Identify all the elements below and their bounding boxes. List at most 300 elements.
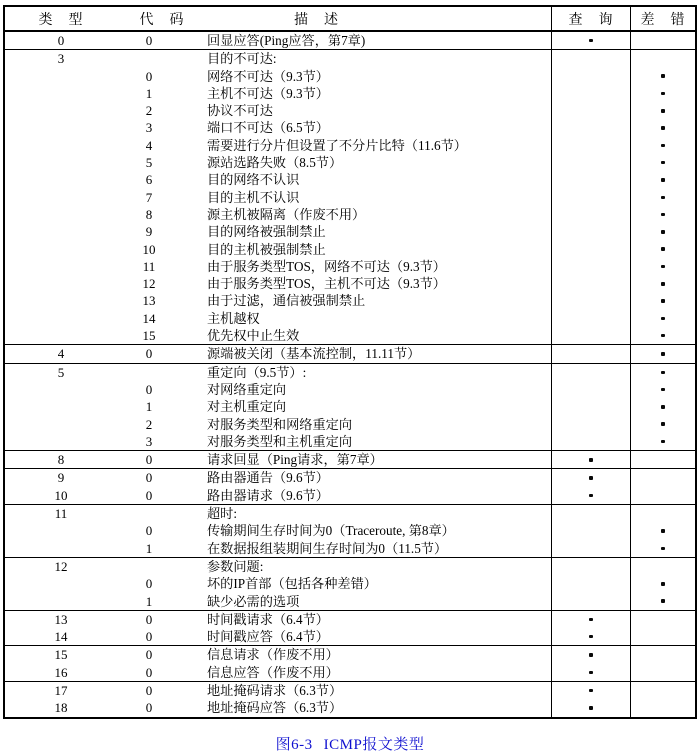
table-row	[5, 223, 695, 240]
bullet-marker	[661, 74, 665, 78]
error-cell	[630, 646, 695, 663]
bullet-marker	[589, 653, 593, 657]
spacer-cell	[181, 241, 207, 258]
table-row	[5, 398, 695, 415]
query-cell	[551, 540, 630, 557]
bullet-marker	[661, 317, 665, 321]
bullet-marker	[589, 635, 593, 639]
spacer-cell	[181, 664, 207, 681]
query-cell	[551, 32, 630, 49]
type-cell	[5, 310, 117, 327]
error-cell	[630, 206, 695, 223]
error-cell	[630, 32, 695, 49]
description-cell: 目的网络被强制禁止	[207, 224, 326, 240]
code-cell: 6	[145, 172, 153, 188]
error-cell	[630, 258, 695, 275]
query-cell	[551, 364, 630, 381]
code-cell: 0	[145, 629, 153, 645]
spacer-cell	[181, 682, 207, 699]
code-cell: 11	[142, 258, 156, 274]
description-cell: 源端被关闭（基本流控制，11.11节）	[207, 346, 421, 362]
spacer-cell	[181, 451, 207, 468]
error-cell	[630, 505, 695, 522]
description-cell: 对服务类型和网络重定向	[207, 416, 353, 432]
description-cell: 主机越权	[207, 310, 260, 326]
error-cell	[630, 487, 695, 504]
description-cell: 重定向（9.5节）:	[207, 364, 307, 380]
description-cell: 源主机被隔离（作废不用）	[207, 206, 366, 222]
description-cell: 对网络重定向	[207, 381, 287, 397]
spacer-cell	[181, 292, 207, 309]
description-cell: 传输期间生存时间为0（Traceroute, 第8章）	[207, 523, 455, 539]
query-cell	[551, 85, 630, 102]
error-cell	[630, 345, 695, 362]
error-cell	[630, 540, 695, 557]
description-cell: 地址掩码请求（6.3节）	[207, 682, 343, 698]
type-cell: 9	[57, 470, 65, 486]
type-cell	[5, 241, 117, 258]
type-cell	[5, 223, 117, 240]
bullet-marker	[589, 494, 593, 498]
table-group	[5, 364, 695, 451]
code-cell: 1	[145, 540, 153, 556]
bullet-marker	[589, 618, 593, 622]
bullet-marker	[661, 92, 665, 96]
query-cell	[551, 171, 630, 188]
type-cell	[5, 593, 117, 610]
type-cell	[5, 119, 117, 136]
table-group	[5, 505, 695, 558]
type-cell	[5, 522, 117, 539]
description-cell: 路由器通告（9.6节）	[207, 470, 329, 486]
table-row	[5, 611, 695, 628]
table-group	[5, 345, 695, 363]
bullet-marker	[661, 371, 665, 375]
error-cell	[630, 558, 695, 575]
error-cell	[630, 416, 695, 433]
description-cell: 信息应答（作废不用）	[207, 664, 339, 680]
query-cell	[551, 327, 630, 344]
error-cell	[630, 398, 695, 415]
code-cell: 4	[145, 137, 153, 153]
type-cell: 15	[54, 647, 68, 663]
type-cell	[5, 154, 117, 171]
spacer-cell	[181, 171, 207, 188]
type-cell	[5, 398, 117, 415]
query-cell	[551, 206, 630, 223]
bullet-marker	[661, 388, 665, 392]
error-cell	[630, 469, 695, 486]
code-cell: 1	[145, 399, 153, 415]
code-cell: 0	[145, 611, 153, 627]
code-cell: 3	[145, 433, 153, 449]
error-cell	[630, 310, 695, 327]
query-cell	[551, 611, 630, 628]
table-row	[5, 505, 695, 522]
description-cell: 超时:	[207, 506, 238, 522]
code-cell	[117, 50, 181, 67]
table-row	[5, 327, 695, 344]
query-cell	[551, 593, 630, 610]
table-group	[5, 451, 695, 469]
spacer-cell	[181, 558, 207, 575]
code-cell	[117, 558, 181, 575]
spacer-cell	[181, 189, 207, 206]
bullet-marker	[661, 144, 665, 148]
figure-label: 图6-3	[275, 737, 313, 753]
type-cell: 4	[57, 346, 65, 362]
table-row	[5, 381, 695, 398]
code-cell: 0	[145, 346, 153, 362]
table-row	[5, 575, 695, 592]
bullet-marker	[661, 196, 665, 200]
code-cell: 2	[145, 103, 153, 119]
spacer-cell	[181, 345, 207, 362]
table-row	[5, 189, 695, 206]
description-cell: 目的主机不认识	[207, 189, 300, 205]
table-row	[5, 540, 695, 557]
error-cell	[630, 171, 695, 188]
table-group	[5, 646, 695, 682]
error-cell	[630, 682, 695, 699]
bullet-marker	[661, 547, 665, 551]
type-cell	[5, 137, 117, 154]
query-cell	[551, 223, 630, 240]
bullet-marker	[589, 458, 593, 462]
description-cell: 时间戳应答（6.4节）	[207, 629, 329, 645]
spacer-cell	[181, 137, 207, 154]
code-cell: 1	[145, 85, 153, 101]
spacer-cell	[181, 398, 207, 415]
table-row	[5, 451, 695, 468]
spacer-cell	[181, 487, 207, 504]
error-cell	[630, 154, 695, 171]
spacer-cell	[181, 381, 207, 398]
query-cell	[551, 646, 630, 663]
table-group	[5, 50, 695, 345]
query-cell	[551, 433, 630, 450]
type-cell	[5, 416, 117, 433]
table-row	[5, 85, 695, 102]
bullet-marker	[661, 213, 665, 217]
bullet-marker	[589, 689, 593, 693]
spacer-cell	[181, 611, 207, 628]
type-cell: 3	[57, 51, 65, 67]
bullet-marker	[661, 422, 665, 426]
bullet-marker	[589, 706, 593, 710]
description-cell: 由于过滤，通信被强制禁止	[207, 293, 366, 309]
type-cell	[5, 171, 117, 188]
code-cell: 5	[145, 155, 153, 171]
error-cell	[630, 611, 695, 628]
query-cell	[551, 258, 630, 275]
spacer-cell	[181, 416, 207, 433]
spacer-cell	[181, 628, 207, 645]
table-row	[5, 593, 695, 610]
bullet-marker	[589, 39, 593, 43]
description-cell: 对服务类型和主机重定向	[207, 433, 353, 449]
query-cell	[551, 310, 630, 327]
type-cell	[5, 327, 117, 344]
query-cell	[551, 398, 630, 415]
bullet-marker	[661, 161, 665, 165]
code-cell: 14	[142, 310, 156, 326]
error-cell	[630, 189, 695, 206]
table-group	[5, 32, 695, 50]
error-cell	[630, 68, 695, 85]
bullet-marker	[661, 405, 665, 409]
query-cell	[551, 137, 630, 154]
description-cell: 由于服务类型TOS，主机不可达（9.3节）	[207, 276, 446, 292]
error-cell	[630, 275, 695, 292]
code-cell: 0	[145, 487, 153, 503]
code-cell: 8	[145, 206, 153, 222]
error-cell	[630, 241, 695, 258]
spacer-cell	[181, 327, 207, 344]
table-row	[5, 416, 695, 433]
type-cell	[5, 102, 117, 119]
type-cell: 12	[54, 558, 68, 574]
description-cell: 请求回显（Ping请求，第7章）	[207, 452, 383, 468]
description-cell: 目的不可达:	[207, 51, 277, 67]
spacer-cell	[181, 275, 207, 292]
table-row	[5, 102, 695, 119]
description-cell: 参数问题:	[207, 558, 264, 574]
code-cell: 2	[145, 416, 153, 432]
table-row	[5, 664, 695, 681]
bullet-marker	[661, 352, 665, 356]
spacer-cell	[181, 469, 207, 486]
description-cell: 网络不可达（9.3节）	[207, 68, 329, 84]
table-row	[5, 32, 695, 49]
table-row	[5, 154, 695, 171]
spacer-cell	[181, 85, 207, 102]
type-cell	[5, 189, 117, 206]
code-cell: 0	[145, 381, 153, 397]
type-cell	[5, 575, 117, 592]
description-cell: 回显应答(Ping应答，第7章)	[207, 33, 366, 48]
table-row	[5, 292, 695, 309]
figure-title: ICMP报文类型	[323, 737, 425, 753]
table-group	[5, 469, 695, 505]
error-cell	[630, 327, 695, 344]
description-cell: 坏的IP首部（包括各种差错）	[207, 576, 377, 592]
code-cell: 0	[145, 647, 153, 663]
bullet-marker	[661, 334, 665, 338]
query-cell	[551, 102, 630, 119]
spacer-cell	[181, 32, 207, 49]
description-cell: 缺少必需的选项	[207, 593, 300, 609]
error-cell	[630, 50, 695, 67]
bullet-marker	[661, 247, 665, 251]
type-cell: 10	[54, 487, 68, 503]
spacer-cell	[181, 593, 207, 610]
query-cell	[551, 154, 630, 171]
bullet-marker	[661, 109, 665, 113]
query-cell	[551, 628, 630, 645]
query-cell	[551, 50, 630, 67]
spacer-cell	[181, 540, 207, 557]
bullet-marker	[661, 178, 665, 182]
spacer-cell	[181, 258, 207, 275]
code-cell: 3	[145, 120, 153, 136]
error-cell	[630, 451, 695, 468]
query-cell	[551, 664, 630, 681]
spacer-cell	[181, 68, 207, 85]
bullet-marker	[661, 265, 665, 269]
table-body	[5, 32, 695, 717]
spacer-cell	[181, 646, 207, 663]
bullet-marker	[661, 282, 665, 286]
table-row	[5, 558, 695, 575]
code-cell: 0	[145, 523, 153, 539]
header-code: 代 码	[139, 12, 185, 28]
table-row	[5, 50, 695, 67]
table-row	[5, 241, 695, 258]
type-cell	[5, 206, 117, 223]
query-cell	[551, 292, 630, 309]
type-cell	[5, 85, 117, 102]
description-cell: 源站选路失败（8.5节）	[207, 155, 343, 171]
header-type: 类 型	[38, 12, 84, 28]
description-cell: 信息请求（作废不用）	[207, 647, 339, 663]
code-cell: 0	[145, 664, 153, 680]
query-cell	[551, 505, 630, 522]
table-row	[5, 487, 695, 504]
spacer-cell	[181, 364, 207, 381]
spacer-cell	[181, 310, 207, 327]
spacer-cell	[181, 154, 207, 171]
query-cell	[551, 68, 630, 85]
description-cell: 端口不可达（6.5节）	[207, 120, 329, 136]
table-group	[5, 558, 695, 611]
code-cell: 0	[145, 700, 153, 716]
error-cell	[630, 575, 695, 592]
error-cell	[630, 85, 695, 102]
table-row	[5, 275, 695, 292]
code-cell: 10	[142, 241, 156, 257]
spacer-cell	[181, 50, 207, 67]
description-cell: 主机不可达（9.3节）	[207, 85, 329, 101]
type-cell	[5, 292, 117, 309]
bullet-marker	[661, 126, 665, 130]
description-cell: 目的主机被强制禁止	[207, 241, 326, 257]
type-cell	[5, 540, 117, 557]
query-cell	[551, 275, 630, 292]
type-cell: 14	[54, 629, 68, 645]
table-group	[5, 611, 695, 647]
table-row	[5, 345, 695, 362]
error-cell	[630, 593, 695, 610]
spacer-cell	[181, 119, 207, 136]
header-description: 描 述	[294, 12, 339, 28]
query-cell	[551, 522, 630, 539]
type-cell: 0	[57, 33, 65, 48]
spacer-cell	[181, 699, 207, 716]
description-cell: 协议不可达	[207, 103, 273, 119]
code-cell: 0	[145, 576, 153, 592]
spacer-cell	[181, 223, 207, 240]
table-row	[5, 364, 695, 381]
description-cell: 需要进行分片但设置了不分片比特（11.6节）	[207, 137, 467, 153]
type-cell	[5, 275, 117, 292]
table-row	[5, 433, 695, 450]
code-cell: 0	[145, 682, 153, 698]
code-cell: 12	[142, 276, 156, 292]
query-cell	[551, 487, 630, 504]
code-cell: 13	[142, 293, 156, 309]
query-cell	[551, 241, 630, 258]
table-row	[5, 682, 695, 699]
query-cell	[551, 575, 630, 592]
bullet-marker	[661, 230, 665, 234]
code-cell: 0	[145, 452, 153, 468]
description-cell: 时间戳请求（6.4节）	[207, 611, 329, 627]
table-row	[5, 469, 695, 486]
type-cell: 18	[54, 700, 68, 716]
error-cell	[630, 119, 695, 136]
description-cell: 对主机重定向	[207, 399, 287, 415]
type-cell	[5, 68, 117, 85]
figure-caption	[0, 733, 700, 754]
code-cell: 0	[145, 33, 153, 48]
type-cell	[5, 433, 117, 450]
table-row	[5, 522, 695, 539]
error-cell	[630, 628, 695, 645]
table-header-row	[5, 7, 695, 32]
query-cell	[551, 699, 630, 716]
description-cell: 目的网络不认识	[207, 172, 300, 188]
code-cell: 7	[145, 189, 153, 205]
header-error: 差 错	[630, 7, 695, 30]
query-cell	[551, 682, 630, 699]
description-cell: 优先权中止生效	[207, 328, 300, 344]
spacer-cell	[181, 505, 207, 522]
query-cell	[551, 381, 630, 398]
description-cell: 由于服务类型TOS，网络不可达（9.3节）	[207, 258, 446, 274]
description-cell: 地址掩码应答（6.3节）	[207, 700, 343, 716]
error-cell	[630, 433, 695, 450]
type-cell: 17	[54, 682, 68, 698]
error-cell	[630, 699, 695, 716]
type-cell	[5, 381, 117, 398]
type-cell: 11	[54, 506, 68, 522]
code-cell	[117, 505, 181, 522]
description-cell: 路由器请求（9.6节）	[207, 487, 329, 503]
table-row	[5, 646, 695, 663]
error-cell	[630, 223, 695, 240]
query-cell	[551, 416, 630, 433]
error-cell	[630, 522, 695, 539]
query-cell	[551, 119, 630, 136]
query-cell	[551, 189, 630, 206]
table-group	[5, 682, 695, 717]
query-cell	[551, 345, 630, 362]
table-row	[5, 699, 695, 716]
type-cell: 5	[57, 364, 65, 380]
table-row	[5, 628, 695, 645]
query-cell	[551, 451, 630, 468]
query-cell	[551, 558, 630, 575]
table-row	[5, 68, 695, 85]
spacer-cell	[181, 102, 207, 119]
type-cell: 16	[54, 664, 68, 680]
code-cell	[117, 364, 181, 381]
bullet-marker	[589, 476, 593, 480]
bullet-marker	[661, 440, 665, 444]
spacer-cell	[181, 206, 207, 223]
bullet-marker	[661, 599, 665, 603]
